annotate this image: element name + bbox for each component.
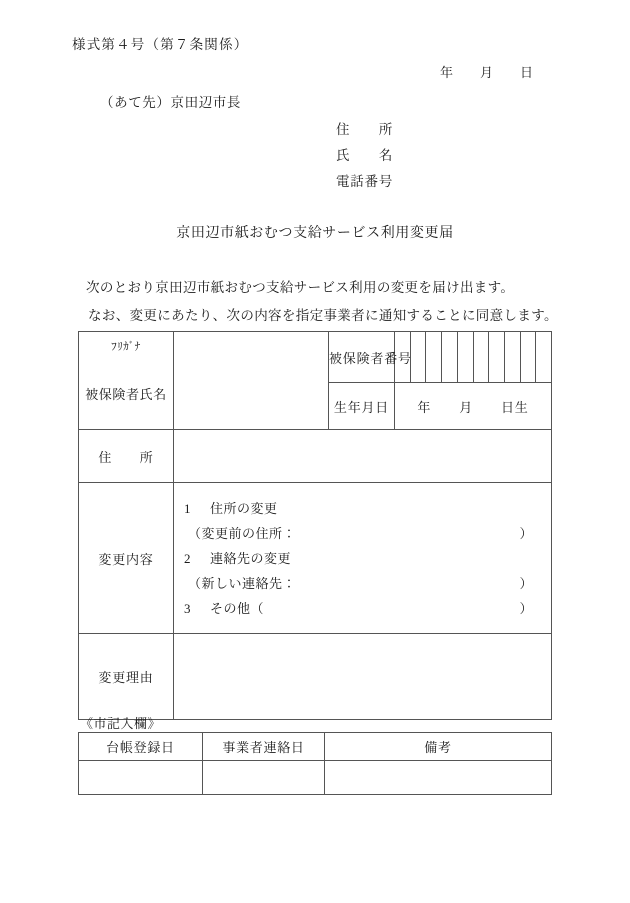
insured-number-cell[interactable] xyxy=(536,332,551,382)
birthdate-label: 生年月日 xyxy=(329,383,395,430)
change-option-close-paren: ） xyxy=(519,575,533,591)
form-number: 様式第４号（第７条関係） xyxy=(72,37,249,52)
table-row-city-header xyxy=(79,733,552,761)
city-office-table xyxy=(78,732,552,795)
insured-number-cell[interactable] xyxy=(442,332,458,382)
table-row-change-reason xyxy=(79,634,552,720)
document-title: 京田辺市紙おむつ支給サービス利用変更届 xyxy=(176,226,454,241)
insured-number-cell[interactable] xyxy=(426,332,442,382)
intro-line-2: なお、変更にあたり、次の内容を指定事業者に通知することに同意します。 xyxy=(88,308,558,323)
insured-name-input[interactable] xyxy=(174,332,329,430)
insured-name-label-cell xyxy=(79,332,174,430)
change-option-2-detail[interactable] xyxy=(184,571,551,596)
table-row-address xyxy=(79,430,552,483)
applicant-info-block xyxy=(336,117,393,195)
change-option-text: （新しい連絡先： xyxy=(188,575,297,591)
change-option-text: その他（ xyxy=(210,600,265,616)
column-header-provider-contact-date: 事業者連絡日 xyxy=(203,733,325,761)
change-option-number: 1 xyxy=(184,500,191,516)
insured-number-cell[interactable] xyxy=(474,332,490,382)
change-option-close-paren: ） xyxy=(519,525,533,541)
insured-number-cell[interactable] xyxy=(505,332,521,382)
intro-text xyxy=(86,274,558,330)
birthdate-month-label: 月 xyxy=(459,399,473,415)
table-row-change-content xyxy=(79,483,552,634)
insured-number-cell[interactable] xyxy=(395,332,411,382)
table-row-name-insured-number xyxy=(79,332,552,383)
applicant-tel-label: 電話番号 xyxy=(336,174,394,189)
insured-number-cell[interactable] xyxy=(521,332,537,382)
change-reason-label: 変更理由 xyxy=(79,634,174,720)
insured-number-boxes[interactable] xyxy=(395,332,552,383)
addressee-line: （あて先）京田辺市長 xyxy=(100,95,241,110)
change-content-label: 変更内容 xyxy=(79,483,174,634)
intro-line-1: 次のとおり京田辺市紙おむつ支給サービス利用の変更を届け出ます。 xyxy=(86,280,515,295)
cell-registration-date[interactable] xyxy=(79,761,203,795)
change-option-number: 3 xyxy=(184,600,191,616)
change-option-number: 2 xyxy=(184,550,191,566)
furigana-label: ﾌﾘｶﾞﾅ xyxy=(111,340,141,353)
address-input[interactable] xyxy=(174,430,552,483)
change-option-text: （変更前の住所： xyxy=(188,525,297,541)
change-content-options[interactable] xyxy=(174,483,552,634)
cell-provider-contact-date[interactable] xyxy=(203,761,325,795)
birthdate-input[interactable] xyxy=(395,383,552,430)
change-option-text: 住所の変更 xyxy=(210,500,278,516)
change-option-1-detail[interactable] xyxy=(184,521,551,546)
change-option-text: 連絡先の変更 xyxy=(210,550,292,566)
insured-number-cell[interactable] xyxy=(489,332,505,382)
cell-remarks[interactable] xyxy=(325,761,552,795)
insured-number-cell[interactable] xyxy=(458,332,474,382)
column-header-remarks: 備考 xyxy=(325,733,552,761)
insured-name-label: 被保険者氏名 xyxy=(85,387,167,402)
change-option-3[interactable] xyxy=(184,596,551,621)
applicant-name-label: 氏 名 xyxy=(336,148,394,163)
change-option-close-paren: ） xyxy=(519,600,533,616)
city-section-caption: 《市記入欄》 xyxy=(80,716,162,731)
insured-number-cell[interactable] xyxy=(411,332,427,382)
change-option-2[interactable] xyxy=(184,546,551,571)
insured-number-label: 被保険者番号 xyxy=(329,332,395,383)
applicant-address-label: 住 所 xyxy=(336,122,394,137)
address-label: 住 所 xyxy=(79,430,174,483)
change-option-1[interactable] xyxy=(184,496,551,521)
date-day-label: 日 xyxy=(520,65,535,80)
change-reason-input[interactable] xyxy=(174,634,552,720)
birthdate-day-label: 日生 xyxy=(501,399,529,415)
date-line xyxy=(440,62,534,81)
date-month-label: 月 xyxy=(480,65,495,80)
column-header-registration-date: 台帳登録日 xyxy=(79,733,203,761)
date-year-label: 年 xyxy=(440,65,455,80)
birthdate-year-label: 年 xyxy=(417,399,432,415)
main-form-table xyxy=(78,331,552,720)
table-row-city-body xyxy=(79,761,552,795)
